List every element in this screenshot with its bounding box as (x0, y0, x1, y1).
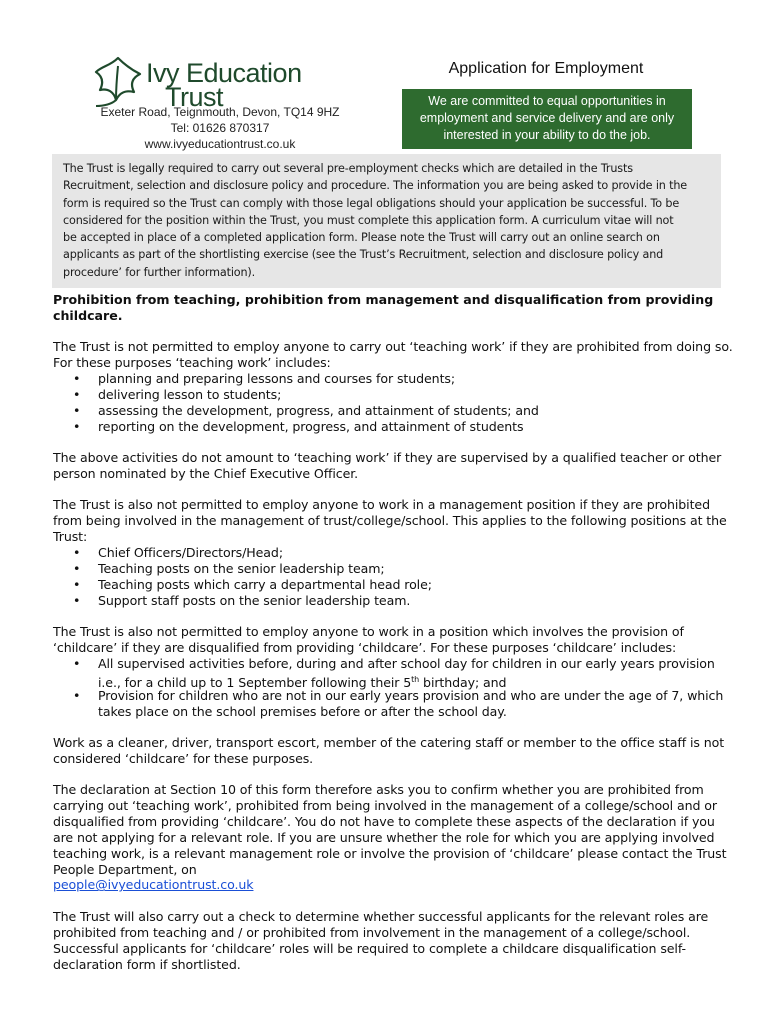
contact-email-link[interactable]: people@ivyeducationtrust.co.uk (53, 877, 254, 893)
paragraph-declaration: The declaration at Section 10 of this form therefore asks you to confirm whether you are prohibited from carrying out ‘teaching work’, prohibited from being involved in the management of a college/school and or disqualified from providing ‘childcare’. You do not have to complete these aspects of the declaration if you are not applying for a relevant role. If you are unsure whether the role for which you are applying involved teaching work, is a relevant management role or involve the provision of ‘childcare’ please contact the Trust People Department, on people@ivyeducationtrust.co.uk (53, 782, 727, 893)
ivy-leaf-logo-icon (90, 56, 150, 110)
paragraph-supervised-activities: The above activities do not amount to ‘teaching work’ if they are supervised by a qualified teacher or other person nominated by the Chief Executive Officer. (53, 450, 722, 481)
notice-line: The Trust is legally required to carry out several pre-employment checks which are detailed in the Trusts (63, 162, 633, 175)
section-heading: Prohibition from teaching, prohibition from management and disqualification from providing childcare. (53, 292, 714, 323)
trust-address: Exeter Road, Teignmouth, Devon, TQ14 9HZ (100, 105, 340, 119)
paragraph-successful-applicants: The Trust will also carry out a check to determine whether successful applicants for the relevant roles are prohibited from teaching and / or prohibited from involvement in the management of a college/school. Successful applicants for ‘childcare’ roles will be required to complete a childcare disqualification self-declaration form if shortlisted. (53, 909, 709, 972)
paragraph-management-positions: The Trust is also not permitted to employ anyone to work in a management position if they are prohibited from being involved in the management of trust/college/school. This applies to the following positions at the Trust: (53, 497, 727, 544)
paragraph-excluded-roles: Work as a cleaner, driver, transport escort, member of the catering staff or member to the office staff is not considered ‘childcare’ for these purposes. (53, 735, 725, 766)
notice-line: Recruitment, selection and disclosure policy and procedure. The information you are being asked to provide in the (63, 179, 688, 193)
equal-opportunities-banner (402, 89, 692, 149)
notice-line: procedure’ for further information). (63, 265, 256, 279)
form-title: Application for Employment (448, 60, 644, 77)
notice-line: form is required so the Trust can comply with those legal obligations should your application be successful. To be (63, 196, 680, 210)
paragraph-teaching-work: The Trust is not permitted to employ anyone to carry out ‘teaching work’ if they are prohibited from doing so. For these purposes ‘teaching work’ includes: (53, 339, 733, 370)
trust-website[interactable]: www.ivyeducationtrust.co.uk (144, 137, 296, 151)
pre-employment-notice (52, 154, 721, 288)
notice-line: considered for the position within the Trust, you must complete this application form. A curriculum vitae will not (63, 213, 674, 227)
paragraph-childcare: The Trust is also not permitted to employ anyone to work in a position which involves the provision of ‘childcare’ if they are disqualified from providing ‘childcare’. For these purposes ‘childcare’ includes: (53, 624, 684, 655)
logo-name-line1: Ivy Education (146, 58, 302, 88)
notice-line: applicants as part of the shortlisting exercise (see the Trust’s Recruitment, selection and disclosure policy and (63, 248, 664, 262)
trust-telephone: Tel: 01626 870317 (170, 121, 270, 135)
notice-line: be accepted in place of a completed application form. Please note the Trust will carry out an online search on (63, 231, 660, 245)
equal-opportunities-text: We are committed to equal opportunities in employment and service delivery and are only interested in your ability to do the job. (419, 94, 675, 142)
logo-name-line2: Trust (165, 82, 223, 112)
